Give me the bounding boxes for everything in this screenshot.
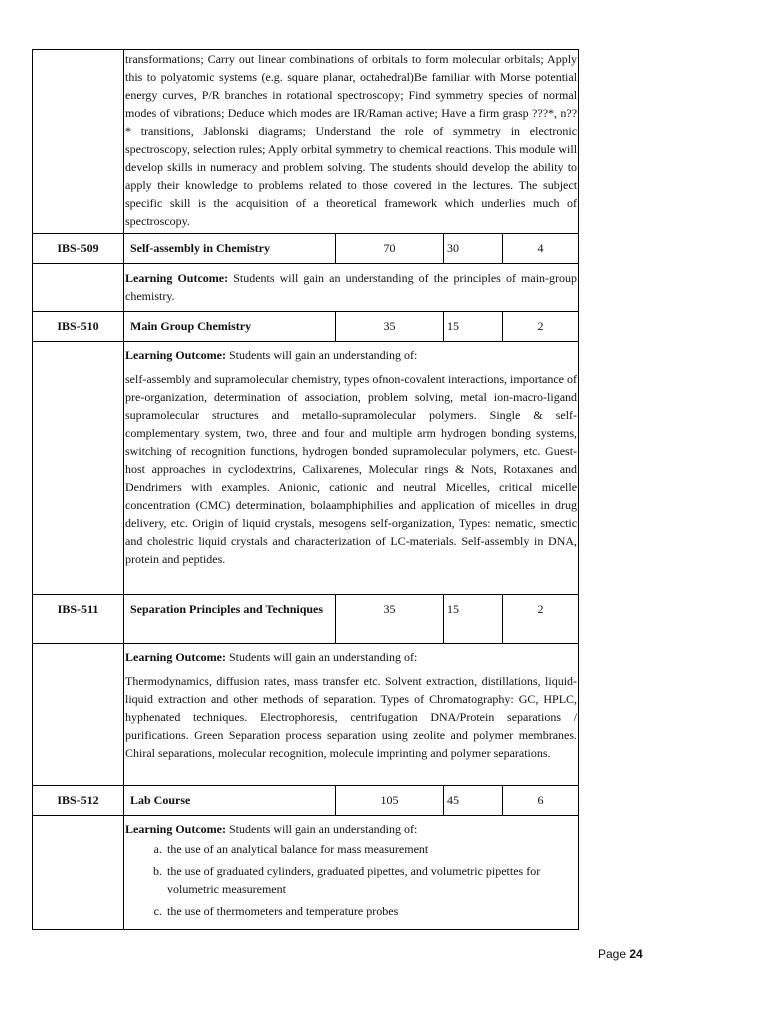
learning-outcome-text: Students will gain an understanding of the principles of main-group chemistry. [125, 271, 578, 303]
continuation-row [33, 50, 579, 234]
course-code: IBS-512 [33, 786, 124, 816]
course-row [33, 234, 579, 264]
course-title: Main Group Chemistry [124, 312, 336, 342]
learning-outcome-text: Students will gain an understanding of: [226, 650, 418, 664]
code-cell-empty [33, 50, 124, 234]
course-code: IBS-510 [33, 312, 124, 342]
description-cell [124, 342, 579, 595]
page-number-value: 24 [629, 947, 643, 961]
code-cell-empty [33, 264, 124, 312]
syllabus-table [32, 49, 579, 930]
description-cell [124, 816, 579, 930]
learning-outcome [124, 816, 578, 838]
course-credits: 6 [503, 786, 579, 816]
course-hours-a: 105 [336, 786, 444, 816]
intro-text: transformations; Carry out linear combinations of orbitals to form molecular orbitals; Apply this to polyatomic systems (e.g. square planar, octahedral)Be familiar with Morse potential energy curves, P/R branches in rotational spectroscopy; Find symmetry species of normal modes of vibrations; Deduce which modes are IR/Raman active; Have a firm grasp ???*, n??* transitions, Jablonski diagrams; Understand the role of symmetry in electronic spectroscopy, selection rules; Apply orbital symmetry to chemical reactions. This module will develop skills in numeracy and problem solving. The students should develop the ability to apply their knowledge to problems related to those covered in the lectures. The subject specific skill is the acquisition of a theoretical framework which underlies much of spectroscopy. [125, 52, 578, 228]
course-row [33, 595, 579, 644]
course-content: self-assembly and supramolecular chemistry, types ofnon-covalent interactions, importance of pre-organization, determination of association, problem solving, metal ion-macro-ligand supramolecular structures and metallo-supramolecular polymers. Single & self-complementary system, two, three and four and multiple arm hydrogen bonding systems, switching of recognition functions, hydrogen bonded supramolecular polymers, etc. Guest-host approaches in cyclodextrins, Calixarenes, Molecular rings & Nots, Rotaxanes and Dendrimers with examples. Anionic, cationic and neutral Micelles, critical micelle concentration (CMC) determination, bolaamphiphilies and application of micelles in drug delivery, etc. Origin of liquid crystals, mesogens self-organization, Types: nematic, smectic and cholestric liquid crystals and characterization of LC-materials. Self-assembly in DNA, protein and peptides. [125, 372, 578, 566]
course-content: Thermodynamics, diffusion rates, mass transfer etc. Solvent extraction, distillations, liquid-liquid extraction and other methods of separation. Types of Chromatography: GC, HPLC, hyphenated techniques. Electrophoresis, centrifugation DNA/Protein separations / purifications. Green Separation process separation using zeolite and polymer membranes. Chiral separations, molecular recognition, molecule imprinting and polymer separations. [125, 674, 578, 760]
course-row [33, 312, 579, 342]
course-row [33, 786, 579, 816]
list-item: b. the use of graduated cylinders, graduated pipettes, and volumetric pipettes for volumetric measurement [165, 862, 578, 898]
learning-outcome-row [33, 816, 579, 930]
learning-outcome-label: Learning Outcome: [125, 348, 226, 362]
learning-outcome [124, 264, 578, 305]
course-hours-b: 15 [444, 595, 503, 644]
code-cell-empty [33, 342, 124, 595]
course-code: IBS-509 [33, 234, 124, 264]
course-title: Self-assembly in Chemistry [124, 234, 336, 264]
lab-skill-list [124, 840, 578, 920]
code-cell-empty [33, 816, 124, 930]
course-credits: 4 [503, 234, 579, 264]
course-hours-b: 15 [444, 312, 503, 342]
description-cell [124, 644, 579, 786]
course-credits: 2 [503, 312, 579, 342]
learning-outcome-row [33, 264, 579, 312]
code-cell-empty [33, 644, 124, 786]
learning-outcome-row [33, 644, 579, 786]
learning-outcome-label: Learning Outcome: [125, 650, 226, 664]
course-hours-a: 35 [336, 312, 444, 342]
course-hours-a: 35 [336, 595, 444, 644]
page-number [598, 947, 643, 961]
course-title: Lab Course [124, 786, 336, 816]
learning-outcome [124, 342, 578, 364]
course-credits: 2 [503, 595, 579, 644]
learning-outcome [124, 644, 578, 666]
page-label: Page [598, 947, 627, 961]
description-cell [124, 50, 579, 234]
course-hours-b: 45 [444, 786, 503, 816]
list-item: c. the use of thermometers and temperature probes [165, 902, 578, 920]
description-cell [124, 264, 579, 312]
course-code: IBS-511 [33, 595, 124, 644]
learning-outcome-label: Learning Outcome: [125, 271, 229, 285]
learning-outcome-text: Students will gain an understanding of: [226, 348, 418, 362]
course-title: Separation Principles and Techniques [124, 595, 336, 644]
course-hours-a: 70 [336, 234, 444, 264]
course-hours-b: 30 [444, 234, 503, 264]
list-item: a. the use of an analytical balance for mass measurement [165, 840, 578, 858]
learning-outcome-row [33, 342, 579, 595]
learning-outcome-text: Students will gain an understanding of: [226, 822, 418, 836]
learning-outcome-label: Learning Outcome: [125, 822, 226, 836]
